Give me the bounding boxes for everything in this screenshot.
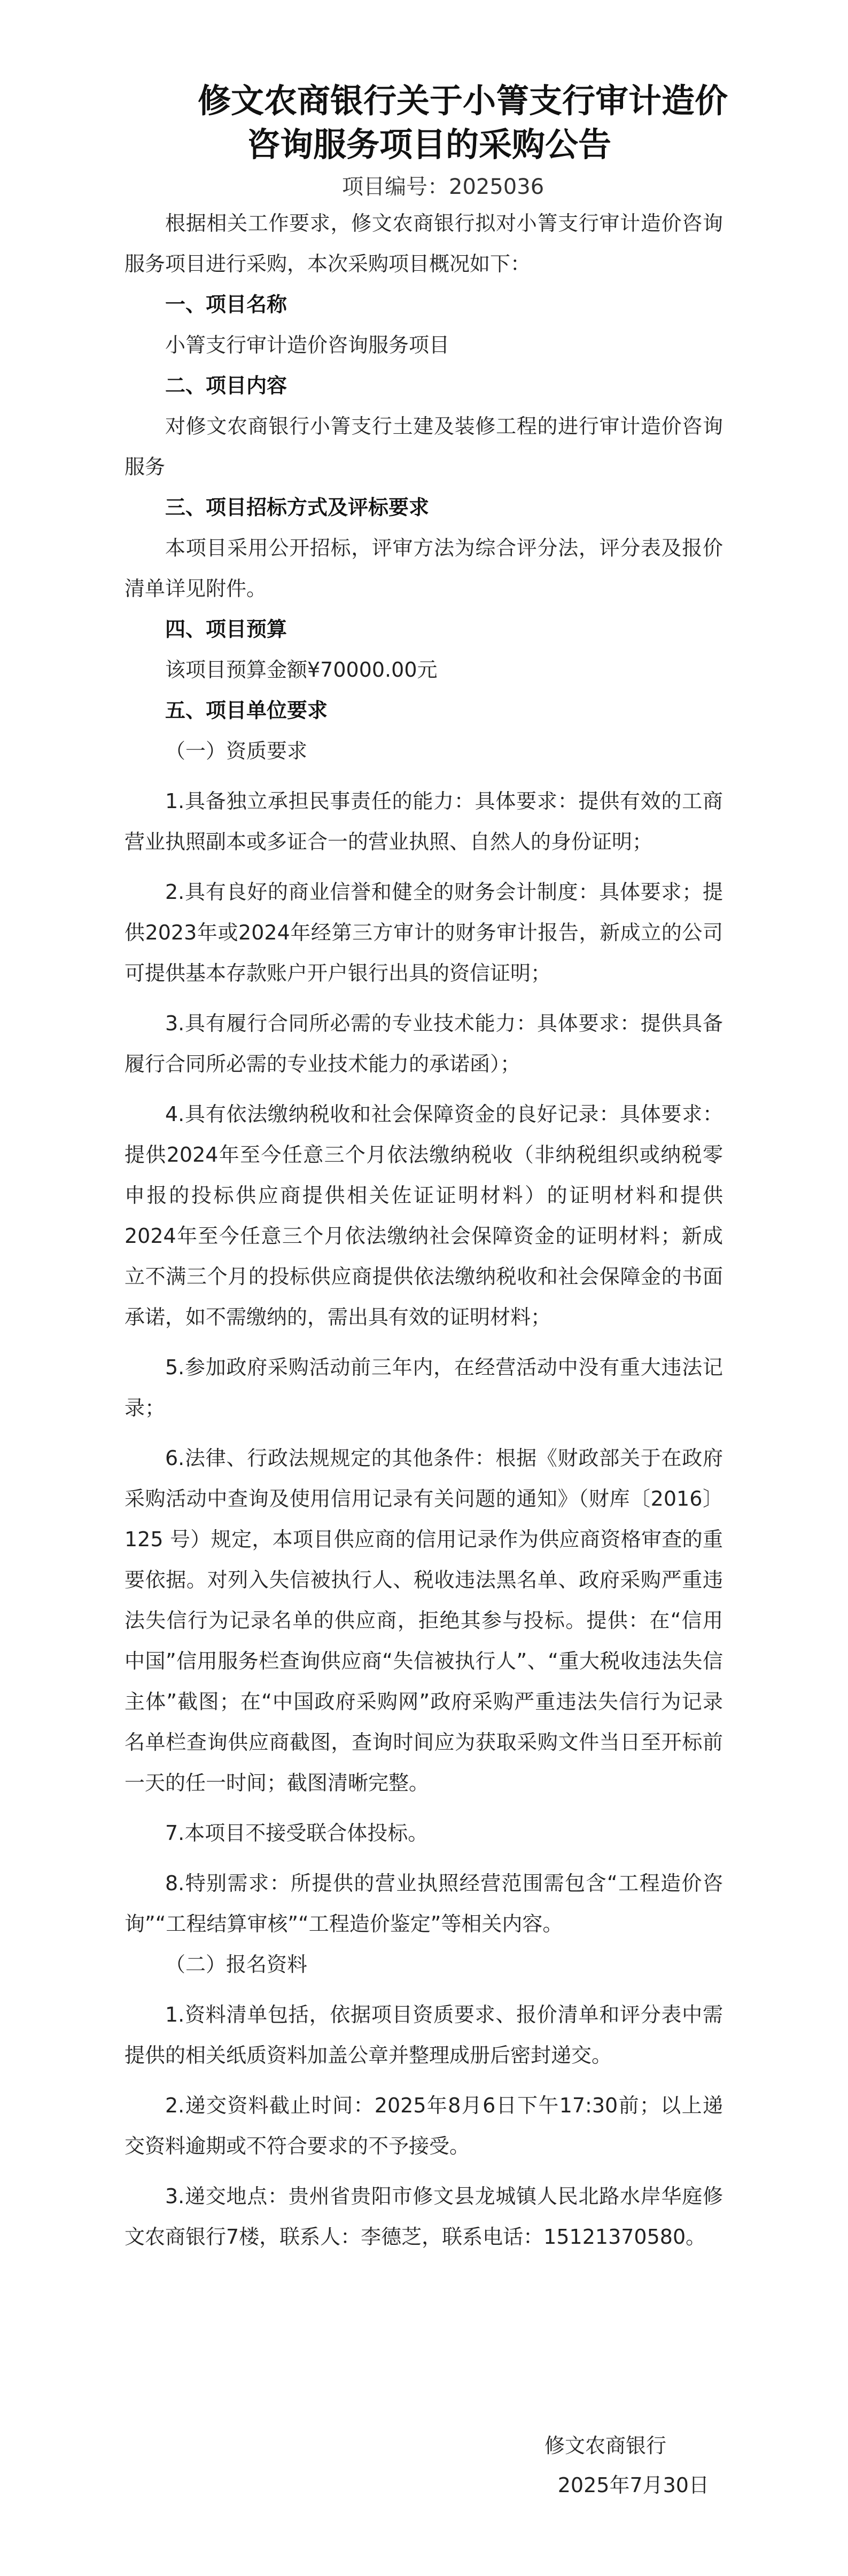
announcement-body	[125, 203, 723, 2257]
registration-item-2: 2.递交资料截止时间：2025年8月6日下午17:30前；以上递交资料逾期或不符合要求的不予接受。	[125, 2094, 723, 2158]
title-line-1: 修文农商银行关于小箐支行审计造价	[198, 83, 728, 120]
project-number: 项目编号：2025036	[342, 175, 544, 199]
qualification-item-4: 4.具有依法缴纳税收和社会保障资金的良好记录：具体要求：提供2024年至今任意三个月依法缴纳税收（非纳税组织或纳税零申报的投标供应商提供相关佐证证明材料）的证明材料和提供2024年至今任意三个月依法缴纳社会保障资金的证明材料；新成立不满三个月的投标供应商提供依法缴纳税收和社会保障金的书面承诺，如不需缴纳的，需出具有效的证明材料；	[125, 1102, 723, 1329]
section-4-text: 该项目预算金额¥70000.00元	[165, 658, 438, 682]
signature-org: 修文农商银行	[544, 2434, 666, 2457]
section-4-heading: 四、项目预算	[165, 617, 287, 641]
section-1-text: 小箐支行审计造价咨询服务项目	[165, 333, 450, 357]
qualification-item-8: 8.特别需求：所提供的营业执照经营范围需包含“工程造价咨询”“工程结算审核”“工程造价鉴定”等相关内容。	[125, 1872, 723, 1936]
section-3-heading: 三、项目招标方式及评标要求	[165, 496, 430, 519]
registration-item-1: 1.资料清单包括，依据项目资质要求、报价清单和评分表中需提供的相关纸质资料加盖公章并整理成册后密封递交。	[125, 2003, 723, 2067]
section-1-heading: 一、项目名称	[165, 293, 287, 316]
title-line-2: 咨询服务项目的采购公告	[247, 127, 612, 163]
qualification-item-1: 1.具备独立承担民事责任的能力：具体要求：提供有效的工商营业执照副本或多证合一的营业执照、自然人的身份证明；	[125, 789, 723, 854]
section-3-text: 本项目采用公开招标，评审方法为综合评分法，评分表及报价清单详见附件。	[125, 536, 723, 600]
qualification-item-5: 5.参加政府采购活动前三年内，在经营活动中没有重大违法记录；	[125, 1356, 723, 1420]
registration-item-3: 3.递交地点：贵州省贵阳市修文县龙城镇人民北路水岸华庭修文农商银行7楼，联系人：李德芝，联系电话：15121370580。	[125, 2184, 723, 2249]
signature-date: 2025年7月30日	[557, 2473, 709, 2497]
registration-heading: （二）报名资料	[165, 1953, 308, 1976]
section-2-text: 对修文农商银行小箐支行土建及装修工程的进行审计造价咨询服务	[125, 414, 723, 479]
qualification-heading: （一）资质要求	[165, 739, 308, 763]
qualification-item-2: 2.具有良好的商业信誉和健全的财务会计制度：具体要求；提供2023年或2024年经第三方审计的财务审计报告，新成立的公司可提供基本存款账户开户银行出具的资信证明；	[125, 880, 723, 985]
qualification-item-3: 3.具有履行合同所必需的专业技术能力：具体要求：提供具备履行合同所必需的专业技术能力的承诺函）；	[125, 1012, 723, 1076]
intro-paragraph: 根据相关工作要求，修文农商银行拟对小箐支行审计造价咨询服务项目进行采购，本次采购项目概况如下：	[125, 212, 723, 276]
section-2-heading: 二、项目内容	[165, 374, 287, 397]
qualification-item-6: 6.法律、行政法规规定的其他条件：根据《财政部关于在政府采购活动中查询及使用信用记录有关问题的通知》（财库〔2016〕125 号）规定，本项目供应商的信用记录作为供应商资格审查的重要依据。对列入失信被执行人、税收违法黑名单、政府采购严重违法失信行为记录名单的供应商，拒绝其参与投标。提供：在“信用中国”信用服务栏查询供应商“失信被执行人”、“重大税收违法失信主体”截图；在“中国政府采购网”政府采购严重违法失信行为记录名单栏查询供应商截图，查询时间应为获取采购文件当日至开标前一天的任一时间；截图清晰完整。	[125, 1446, 723, 1795]
section-5-heading: 五、项目单位要求	[165, 699, 328, 722]
qualification-item-7: 7.本项目不接受联合体投标。	[165, 1821, 429, 1845]
